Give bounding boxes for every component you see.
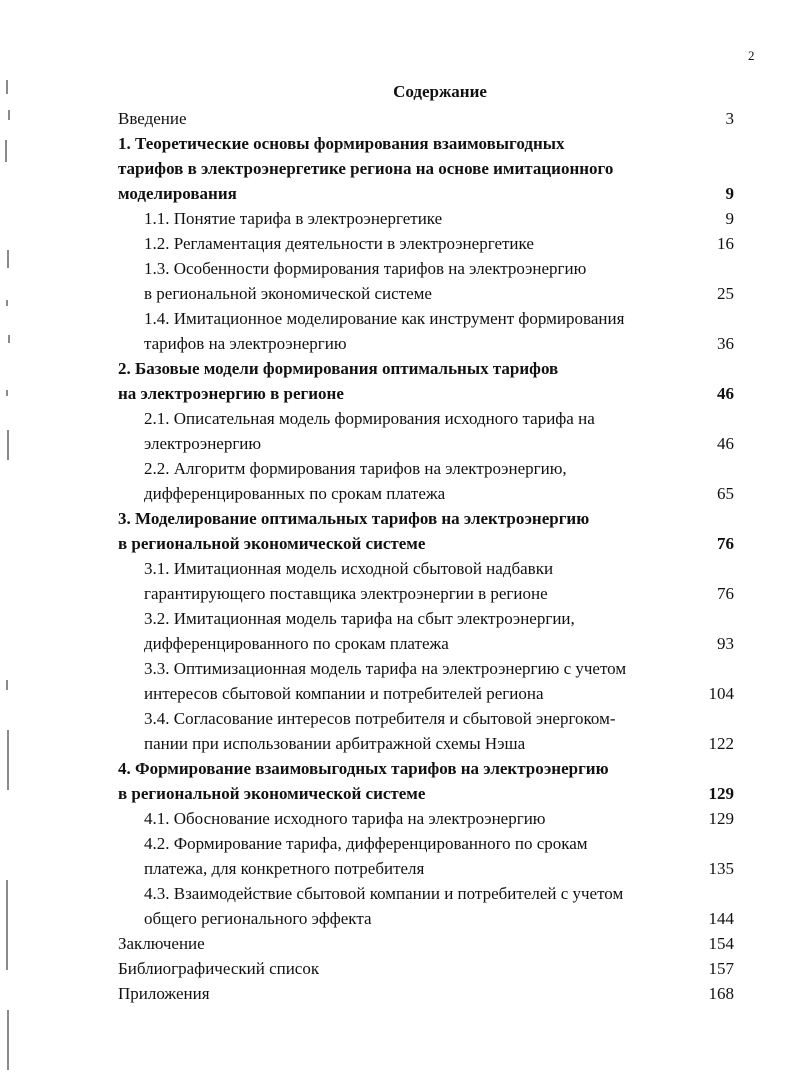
toc-entry-line: платежа, для конкретного потребителя: [144, 859, 425, 878]
toc-page-number: 93: [717, 634, 734, 653]
toc-page-number: 16: [717, 234, 734, 253]
toc-entry-line: 3.3. Оптимизационная модель тарифа на электроэнергию с учетом: [144, 659, 627, 678]
toc-page-number: 65: [717, 484, 734, 503]
toc-page-number: 9: [725, 184, 734, 203]
toc-page-number: 157: [708, 959, 734, 978]
toc-entry-line: 2.2. Алгоритм формирования тарифов на электроэнергию,: [144, 459, 567, 478]
scan-margin-marks: [0, 0, 14, 1086]
toc-page-number: 9: [725, 209, 734, 228]
toc-page-number: 76: [717, 534, 734, 553]
toc-entry-line: 3.1. Имитационная модель исходной сбытовой надбавки: [144, 559, 554, 578]
toc-entry-line: 1.4. Имитационное моделирование как инструмент формирования: [144, 309, 625, 328]
toc-page-number: 25: [717, 284, 734, 303]
toc-entry-line: в региональной экономической системе: [118, 784, 426, 803]
toc-entry-line: 1.3. Особенности формирования тарифов на электроэнергию: [144, 259, 587, 278]
toc-entry-line: 4. Формирование взаимовыгодных тарифов на электроэнергию: [118, 759, 609, 778]
toc-page-number: 3: [725, 109, 734, 128]
toc-entry-line: 4.1. Обоснование исходного тарифа на электроэнергию: [144, 809, 546, 828]
toc-page-number: 46: [717, 434, 734, 453]
toc-entry-line: Заключение: [118, 934, 205, 953]
toc-entry-line: в региональной экономической системе: [144, 284, 432, 303]
toc-entry-line: тарифов на электроэнергию: [144, 334, 347, 353]
toc-entry-line: 3. Моделирование оптимальных тарифов на электроэнергию: [118, 509, 590, 528]
toc-page-number: 154: [708, 934, 734, 953]
toc-entry-line: 1.1. Понятие тарифа в электроэнергетике: [144, 209, 443, 228]
toc-entry-line: 3.2. Имитационная модель тарифа на сбыт электроэнергии,: [144, 609, 575, 628]
toc-page-number: 76: [717, 584, 734, 603]
toc-entry-line: дифференцированного по срокам платежа: [144, 634, 449, 653]
toc-entry-line: 4.2. Формирование тарифа, дифференцированного по срокам: [144, 834, 588, 853]
toc-entry-line: тарифов в электроэнергетике региона на основе имитационного: [118, 159, 614, 178]
toc-entry-line: 3.4. Согласование интересов потребителя и сбытовой энергоком-: [144, 709, 616, 728]
toc-page-number: 129: [708, 784, 734, 803]
toc-page-number: 46: [717, 384, 734, 403]
toc-entry-line: 4.3. Взаимодействие сбытовой компании и потребителей с учетом: [144, 884, 624, 903]
toc-entry-line: моделирования: [118, 184, 237, 203]
toc-page-number: 122: [708, 734, 734, 753]
toc-entry-line: на электроэнергию в регионе: [118, 384, 344, 403]
toc-page-number: 144: [708, 909, 734, 928]
toc-entry-line: дифференцированных по срокам платежа: [144, 484, 446, 503]
toc-entry-line: в региональной экономической системе: [118, 534, 426, 553]
toc-entry-line: 1. Теоретические основы формирования взаимовыгодных: [118, 134, 565, 153]
toc-entry-line: Введение: [118, 109, 187, 128]
toc-page-number: 168: [708, 984, 734, 1003]
toc-entry-line: 2.1. Описательная модель формирования исходного тарифа на: [144, 409, 595, 428]
toc-entry-line: Приложения: [118, 984, 210, 1003]
toc-entry-line: 1.2. Регламентация деятельности в электроэнергетике: [144, 234, 534, 253]
toc-page-number: 36: [717, 334, 734, 353]
toc-entry-line: электроэнергию: [144, 434, 262, 453]
toc-entry-line: общего регионального эффекта: [144, 909, 372, 928]
page-number: 2: [748, 48, 755, 63]
toc-entry-line: пании при использовании арбитражной схемы Нэша: [144, 734, 526, 753]
toc-entry-line: гарантирующего поставщика электроэнергии в регионе: [144, 584, 548, 603]
toc-page-number: 104: [708, 684, 734, 703]
toc-entry-line: Библиографический список: [118, 959, 320, 978]
toc-entry-line: интересов сбытовой компании и потребителей региона: [144, 684, 544, 703]
toc-page-number: 135: [708, 859, 734, 878]
toc-page-number: 129: [708, 809, 734, 828]
toc-entry-line: 2. Базовые модели формирования оптимальных тарифов: [118, 359, 559, 378]
toc-title: Содержание: [393, 82, 487, 101]
